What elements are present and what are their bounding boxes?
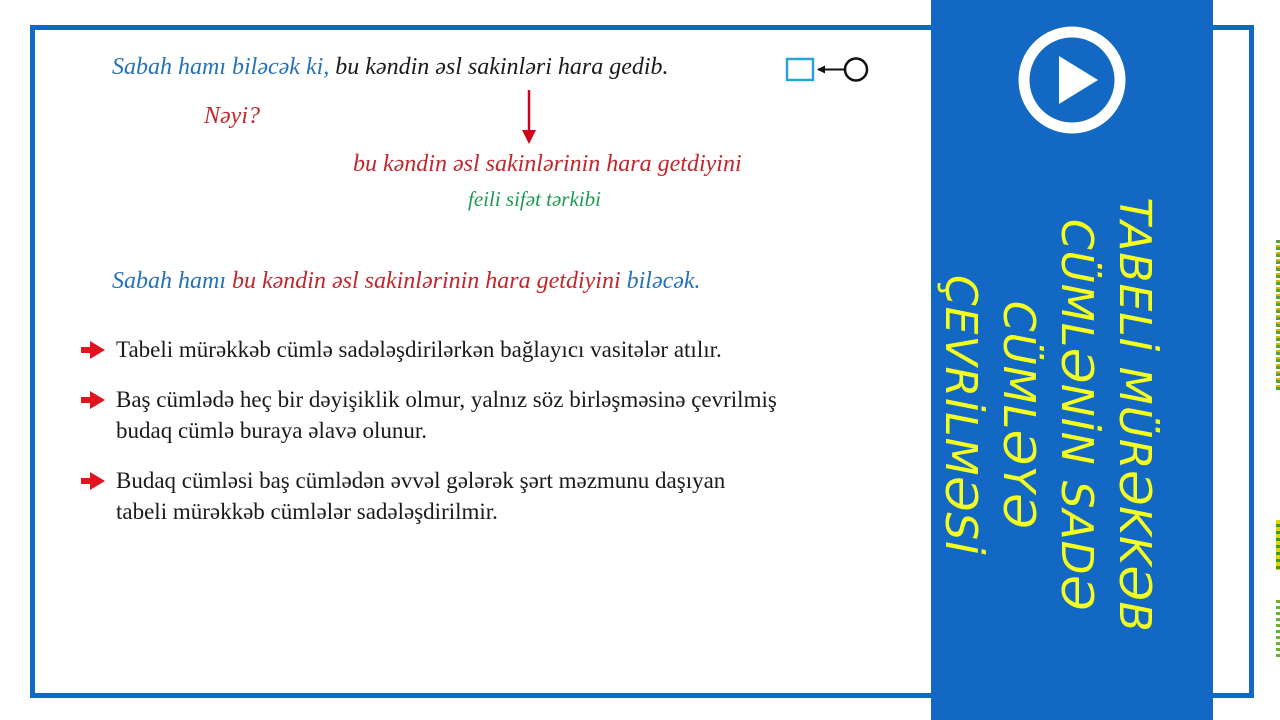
question-word: Nəyi? [204,103,260,129]
result-start: Sabah hamı [112,268,226,294]
arrow-right-icon [80,471,106,491]
title-line-2: CÜMLƏNİN SADƏ [1051,218,1102,612]
arrow-down-icon [520,90,538,144]
subordinate-clause: bu kəndin əsl sakinləri hara gedib. [335,54,669,80]
participle-phrase: bu kəndin əsl sakinlərinin hara getdiyini [353,151,742,177]
list-item-line: Baş cümlədə heç bir dəyişiklik olmur, yalnız söz birləşməsinə çevrilmiş [116,387,777,412]
list-item-line: Tabeli mürəkkəb cümlə sadələşdirilərkən bağlayıcı vasitələr atılır. [116,337,722,362]
list-item [80,384,900,446]
play-button[interactable] [1017,25,1127,135]
result-end: biləcək. [626,268,701,294]
play-icon [1059,56,1098,104]
title-line-1: TABELİ MÜRƏKKƏB [1109,197,1160,633]
example-sentence [112,54,669,81]
arrow-right-icon [80,340,106,360]
list-item-line: tabeli mürəkkəb cümlələr sadələşdirilmir. [116,499,498,524]
main-clause: Sabah hamı biləcək ki, [112,54,330,80]
title-panel [931,0,1213,720]
list-item-line: budaq cümlə buraya əlavə olunur. [116,418,428,443]
result-phrase: bu kəndin əsl sakinlərinin hara getdiyini [232,268,621,294]
result-sentence [112,268,701,295]
phrase-label: feili sifət tərkibi [468,187,601,211]
edge-strip [1276,600,1280,660]
edge-strip [1276,520,1280,570]
list-item [80,334,900,365]
title-line-3: CÜMLƏYƏ ÇEVRİLMƏSİ [935,274,1044,556]
arrow-right-icon [80,390,106,410]
list-item-line: Budaq cümləsi baş cümlədən əvvəl gələrək şərt məzmunu daşıyan [116,468,726,493]
vertical-title [935,162,1163,668]
edge-strip [1276,240,1280,390]
scheme-diagram-icon [784,55,872,85]
rules-list [80,334,900,546]
list-item [80,465,900,527]
